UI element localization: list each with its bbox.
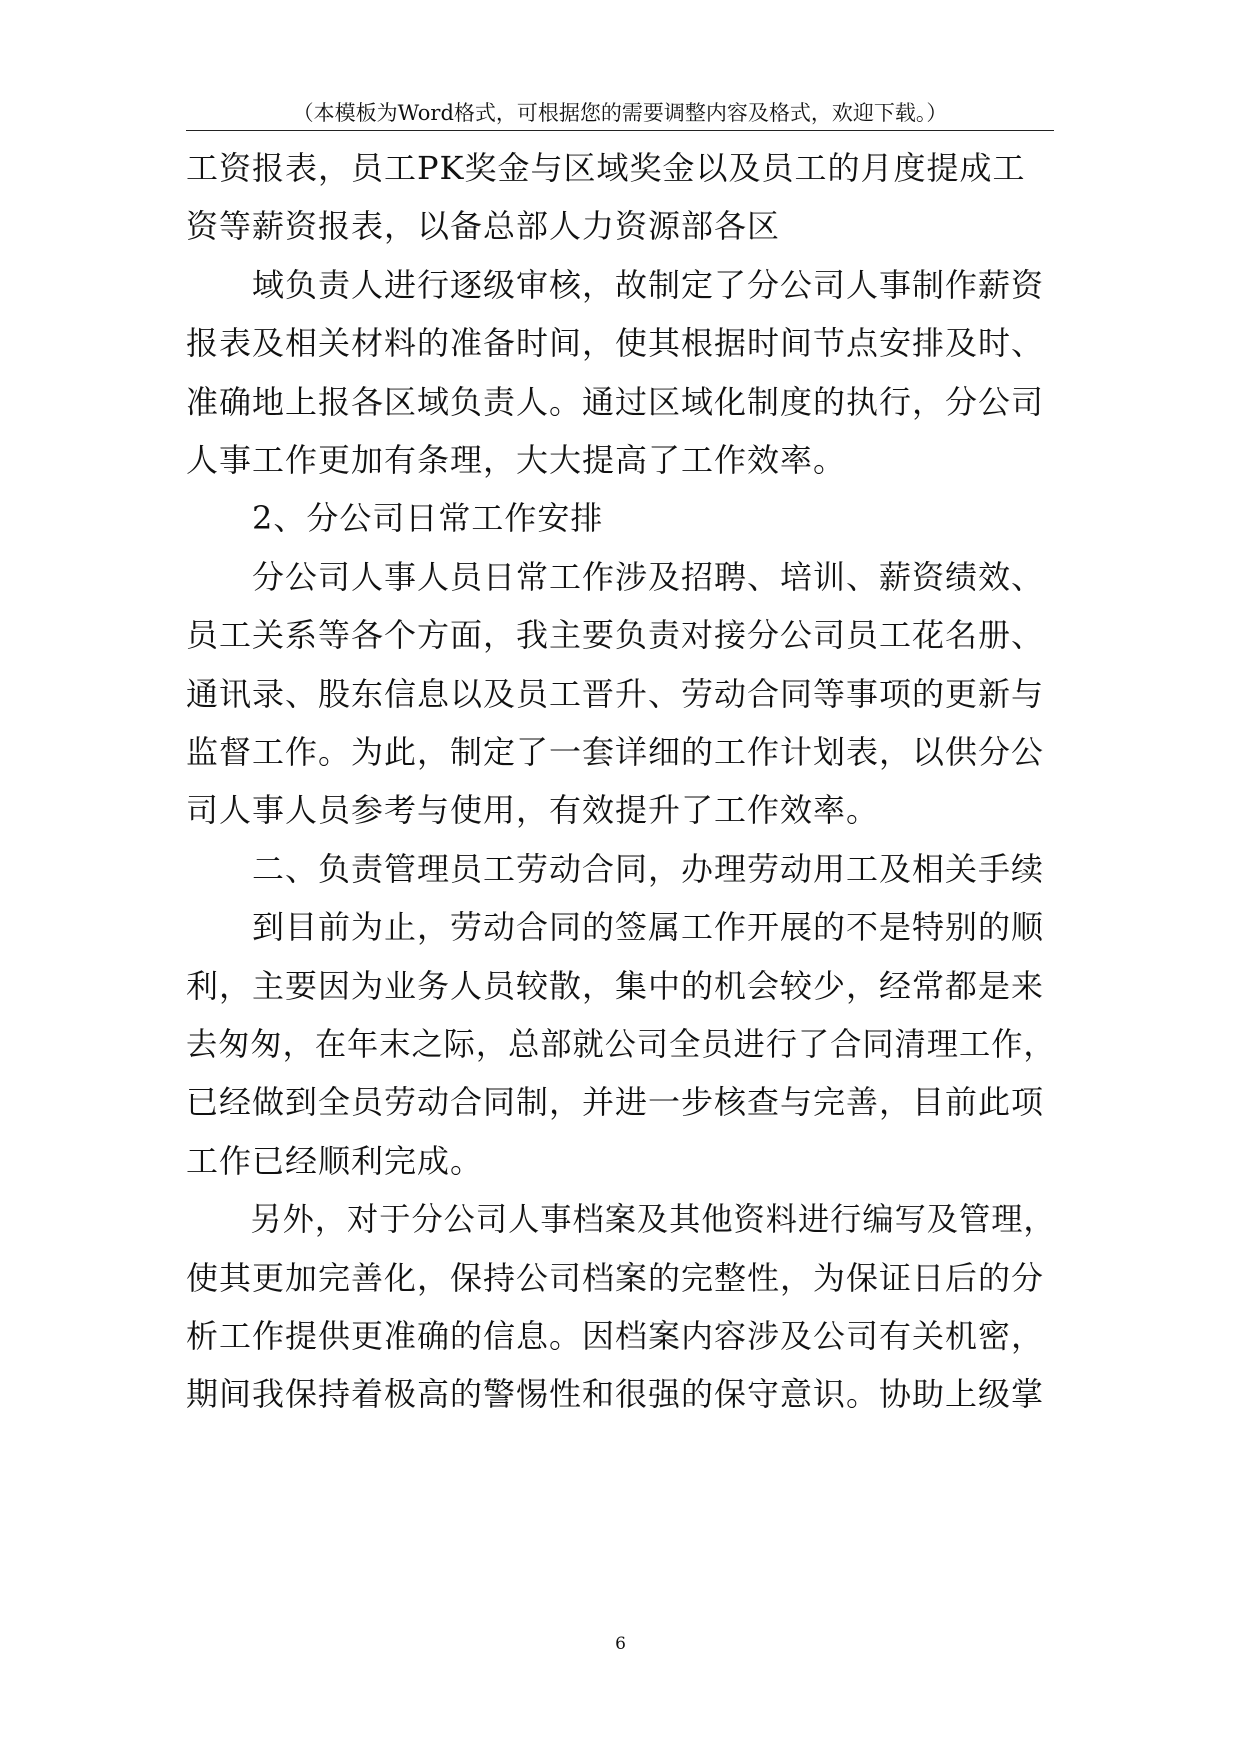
- page-number: 6: [615, 1634, 626, 1654]
- body-line: 通讯录、股东信息以及员工晋升、劳动合同等事项的更新与: [186, 675, 1045, 713]
- header-divider: [186, 130, 1054, 131]
- body-line: 利，主要因为业务人员较散，集中的机会较少，经常都是来: [186, 967, 1045, 1005]
- body-line: 域负责人进行逐级审核，故制定了分公司人事制作薪资: [186, 266, 1045, 304]
- body-line: 析工作提供更准确的信息。因档案内容涉及公司有关机密，: [186, 1317, 1045, 1355]
- body-line: 人事工作更加有条理，大大提高了工作效率。: [186, 441, 847, 479]
- body-line: 另外，对于分公司人事档案及其他资料进行编写及管理，: [186, 1200, 1056, 1238]
- body-line: 工作已经顺利完成。: [186, 1142, 484, 1180]
- body-line: 监督工作。为此，制定了一套详细的工作计划表，以供分公: [186, 733, 1045, 771]
- body-line: 司人事人员参考与使用，有效提升了工作效率。: [186, 791, 880, 829]
- body-line: 已经做到全员劳动合同制，并进一步核查与完善，目前此项: [186, 1083, 1045, 1121]
- body-line: 分公司人事人员日常工作涉及招聘、培训、薪资绩效、: [186, 558, 1045, 596]
- body-line: 到目前为止，劳动合同的签属工作开展的不是特别的顺: [186, 908, 1045, 946]
- body-line: 2、分公司日常工作安排: [186, 499, 604, 537]
- body-line: 员工关系等各个方面，我主要负责对接分公司员工花名册、: [186, 616, 1045, 654]
- body-line: 去匆匆，在年末之际，总部就公司全员进行了合同清理工作，: [186, 1025, 1056, 1063]
- body-line: 二、负责管理员工劳动合同，办理劳动用工及相关手续: [186, 850, 1045, 888]
- body-line: 准确地上报各区域负责人。通过区域化制度的执行，分公司: [186, 383, 1045, 421]
- body-line: 期间我保持着极高的警惕性和很强的保守意识。协助上级掌: [186, 1375, 1045, 1413]
- body-line: 资等薪资报表，以备总部人力资源部各区: [186, 207, 781, 245]
- body-line: 报表及相关材料的准备时间，使其根据时间节点安排及时、: [186, 324, 1045, 362]
- body-line: 工资报表，员工PK奖金与区域奖金以及员工的月度提成工: [186, 149, 1026, 187]
- body-line: 使其更加完善化，保持公司档案的完整性，为保证日后的分: [186, 1259, 1045, 1297]
- header-note: （本模板为Word格式，可根据您的需要调整内容及格式，欢迎下载。）: [292, 101, 948, 125]
